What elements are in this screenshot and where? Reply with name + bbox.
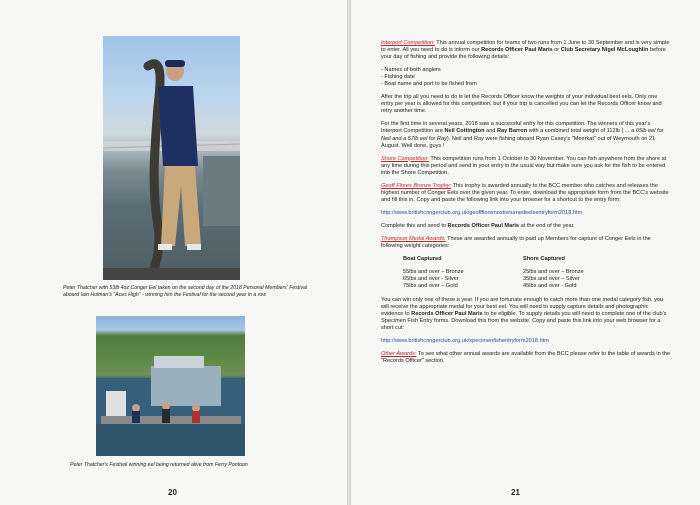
other-awards-heading: Other Awards: bbox=[381, 351, 417, 358]
specimen-entry-form-link[interactable]: http://www.britishcongerclub.org.uk/specimenfishentryform2018.htm bbox=[381, 338, 549, 345]
thompson-rules-paragraph: You can win only one of these a year. If you are fortunate enough to catch more than one medal category fish, you will receive the appropriate medal for your best eel. You will need to supply capture details and photographic evidence to Records Officer Paul Maris to be eligible. To supply details you will need to complete one of the club's Specimen Fish Entry forms. Download this from the website. Copy and paste this link into your web browser for a short cut: bbox=[381, 297, 667, 332]
photo-angler-illustration bbox=[103, 36, 240, 280]
other-awards-paragraph: Other Awards: To see what other annual awards are available from the BCC please refer to the table of awards in the "Records Officer" section. bbox=[381, 351, 671, 365]
list-item: - Fishing date bbox=[381, 74, 415, 81]
photo-pontoon-illustration bbox=[96, 316, 245, 456]
page-number-right: 21 bbox=[511, 488, 520, 497]
geoff-entry-form-link[interactable]: http://www.britishcongerclub.org.uk/geoffflorsmostreturnedeelsentryform2018.htm bbox=[381, 209, 583, 216]
list-item: 55lbs and over – Bronze bbox=[403, 269, 464, 276]
list-item: 75lbs and over – Gold bbox=[403, 283, 458, 290]
geoff-complete-line: Complete this and send to Records Officer Paul Maris at the end of the year. bbox=[381, 222, 575, 229]
thompson-heading: Thompson Medal Awards: bbox=[381, 235, 446, 242]
interport-heading: Interport Competition: bbox=[381, 40, 435, 46]
list-item: 65lbs and over - Silver bbox=[403, 276, 459, 283]
interport-paragraph: Interport Competition: This annual competition for teams of two runs from 1 June to 30 September and is very simple to enter. All you need to do is inform our Records Officer Paul Maris or Club Secretary Nigel McLoughlin before your day of fishing and provide the following details: bbox=[381, 40, 670, 61]
interport-details-list bbox=[381, 67, 671, 88]
right-page bbox=[351, 0, 700, 505]
photo-angler-with-conger-eel bbox=[103, 36, 240, 280]
shore-competition-paragraph: Shore Competition: This competition runs from 1 October to 30 November. You can fish anywhere from the shore at any time during this period and send in your entry in the usual way but make sure you ask for the fish to be entered into the Shore Competition. bbox=[381, 155, 667, 176]
list-item: 25lbs and over – Bronze bbox=[523, 269, 584, 276]
list-item: - Names of both anglers bbox=[381, 67, 441, 74]
shore-captured-title: Shore Captured bbox=[523, 256, 565, 263]
boat-captured-column bbox=[403, 256, 464, 290]
shore-heading: Shore Competition: bbox=[381, 155, 429, 162]
page-number-left: 20 bbox=[168, 488, 177, 497]
photo-caption-1: Peter Thatcher with 53lb 4oz Conger Eel taken on the second day of the 2018 Personal Members' Festival aboard Iain Holman's "Aces High" - winning him the Festival for the second year in a row bbox=[63, 285, 308, 299]
shore-captured-column bbox=[523, 256, 584, 290]
medal-categories bbox=[381, 256, 671, 290]
thompson-paragraph: Thompson Medal Awards: These are awarded annually to paid up Members for capture of Conger Eels in the following weight categories: bbox=[381, 235, 651, 250]
interport-para-2: After the trip all you need to do is let the Records Officer know the weights of your individual best eels. Only one entry per year is allowed for this competition, but if your trip is cancelled you can let the Records Officer know and retry another time. bbox=[381, 94, 662, 115]
photo-eel-release-pontoon bbox=[96, 316, 245, 456]
list-item: 35lbs and over – Silver bbox=[523, 276, 580, 283]
interport-winners-paragraph: For the first time in several years, 2018 saw a successful entry for this competition. The winners of this year's Interport Competition are Neil Cottington and Ray Barron with a combined total weight of 112lb ( ... a 65lb eel for Neil and a 57lb eel for Ray). Neil and Ray were fishing aboard Ryan Casey's "Meerkat" out of Weymouth on 21 August. Well done, guys ! bbox=[381, 121, 664, 149]
right-page-content bbox=[381, 40, 671, 371]
photo-caption-2: Peter Thatcher's Festival winning eel being returned alive from Ferry Pontoon bbox=[70, 462, 248, 468]
left-page bbox=[0, 0, 347, 505]
boat-captured-title: Boat Captured bbox=[403, 256, 442, 263]
geoff-flores-paragraph: Geoff Flores Bronze Trophy: This trophy is awarded annually to the BCC member who catches and releases the highest number of Conger Eels over the given year. To enter, download the appropriate form from the BCC's website and fill this in. Copy and paste the following link into your browser for a shortcut to the entry form: bbox=[381, 182, 669, 203]
geoff-heading: Geoff Flores Bronze Trophy: bbox=[381, 182, 452, 189]
list-item: - Boat name and port to be fished from bbox=[381, 81, 477, 88]
list-item: 45lbs and over - Gold bbox=[523, 283, 577, 290]
